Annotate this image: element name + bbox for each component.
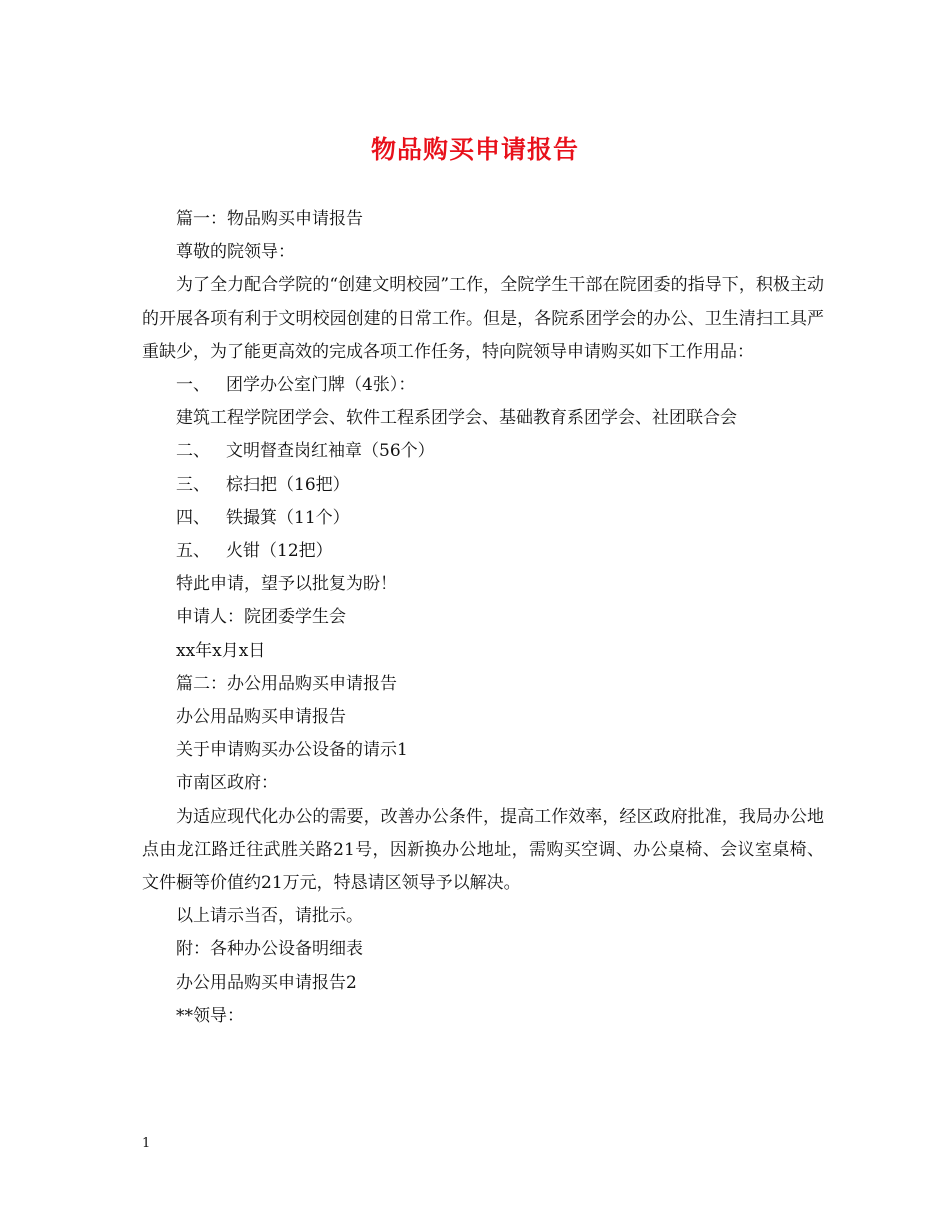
list-item-text: 棕扫把（16把） bbox=[226, 474, 350, 495]
list-item-text: 团学办公室门牌（4张）： bbox=[226, 375, 416, 396]
list-item bbox=[142, 435, 824, 468]
list-item-number: 五、 bbox=[176, 541, 210, 562]
list-item-number: 一、 bbox=[176, 375, 210, 396]
list-item-text: 铁撮箕（11个） bbox=[226, 507, 350, 528]
paragraph: 办公用品购买申请报告 bbox=[176, 707, 346, 728]
paragraph: 为适应现代化办公的需要，改善办公条件，提高工作效率，经区政府批准，我局办公地点由龙江路迁往武胜关路21号，因新换办公地址，需购买空调、办公桌椅、会议室桌椅、文件橱等价值约21万元，特恳请区领导予以解决。 bbox=[142, 806, 824, 894]
list-item bbox=[142, 469, 824, 502]
paragraph: 附：各种办公设备明细表 bbox=[176, 939, 363, 960]
list-item bbox=[142, 369, 824, 402]
paragraph: 市南区政府： bbox=[176, 773, 278, 794]
page-number: 1 bbox=[142, 1136, 151, 1151]
paragraph: 申请人：院团委学生会 bbox=[176, 607, 346, 628]
paragraph: 办公用品购买申请报告2 bbox=[176, 972, 357, 993]
paragraph: 为了全力配合学院的“创建文明校园”工作，全院学生干部在院团委的指导下，积极主动的开展各项有利于文明校园创建的日常工作。但是，各院系团学会的办公、卫生清扫工具严重缺少，为了能更高效的完成各项工作任务，特向院领导申请购买如下工作用品： bbox=[142, 275, 824, 362]
list-item-number: 三、 bbox=[176, 474, 210, 495]
paragraph: 建筑工程学院团学会、软件工程系团学会、基础教育系团学会、社团联合会 bbox=[176, 408, 737, 429]
paragraph: **领导： bbox=[176, 1005, 244, 1026]
document-title: 物品购买申请报告 bbox=[370, 135, 579, 164]
paragraph: 尊敬的院领导： bbox=[176, 242, 295, 263]
paragraph: xx年x月x日 bbox=[176, 640, 266, 661]
paragraph: 篇二：办公用品购买申请报告 bbox=[176, 673, 397, 694]
list-item bbox=[142, 535, 824, 568]
list-item-text: 文明督查岗红袖章（56个） bbox=[226, 441, 435, 462]
list-item bbox=[142, 502, 824, 535]
paragraph: 关于申请购买办公设备的请示1 bbox=[176, 740, 408, 761]
document-body bbox=[142, 203, 824, 1033]
paragraph: 特此申请，望予以批复为盼！ bbox=[176, 574, 397, 595]
list-item-number: 四、 bbox=[176, 507, 210, 528]
paragraph: 以上请示当否，请批示。 bbox=[176, 906, 363, 927]
list-item-number: 二、 bbox=[176, 441, 210, 462]
list-item-text: 火钳（12把） bbox=[226, 541, 333, 562]
paragraph: 篇一：物品购买申请报告 bbox=[176, 209, 363, 229]
